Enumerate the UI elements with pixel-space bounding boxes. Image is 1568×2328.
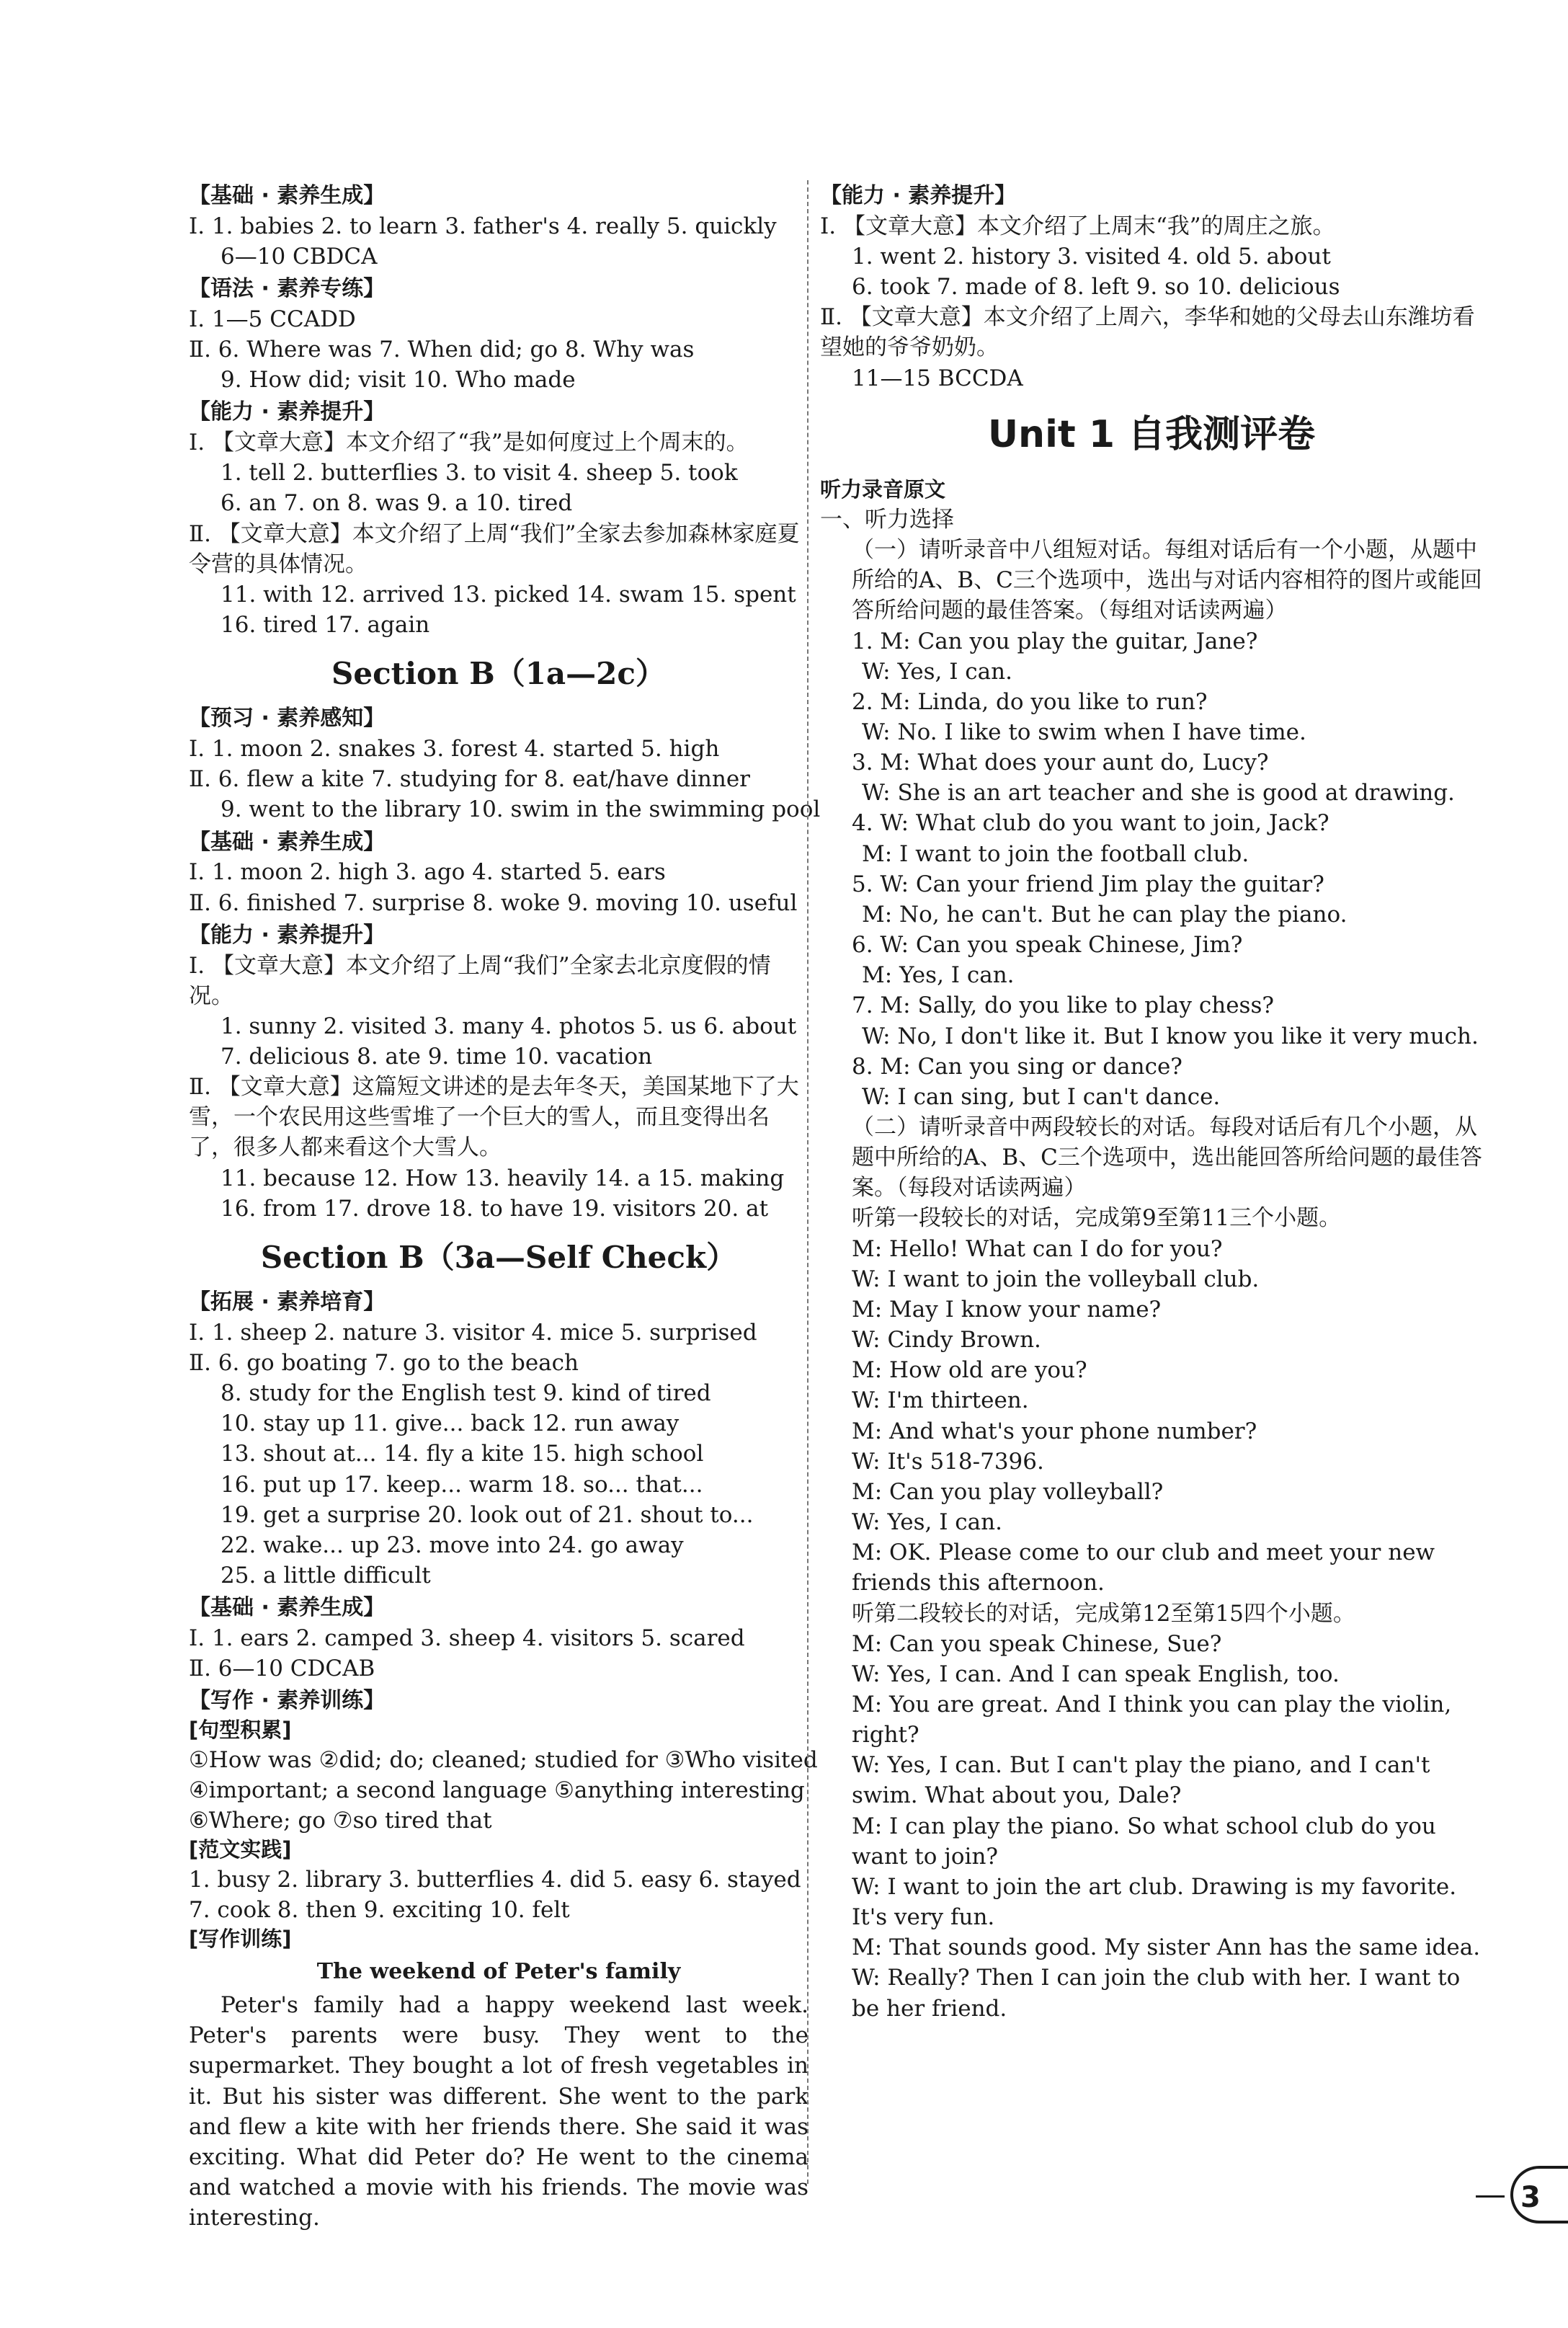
answer-line: W: No. I like to swim when I have time. [862, 719, 1306, 745]
answer-line: Ⅰ. 1. sheep 2. nature 3. visitor 4. mice 5. surprised [189, 1319, 757, 1346]
answer-line: Ⅰ. 【文章大意】本文介绍了“我”是如何度过上个周末的。 [189, 430, 749, 456]
answer-line: M: Can you play volleyball? [852, 1478, 1164, 1505]
left-column [189, 179, 821, 2233]
subsection-label: 听力录音原文 [820, 477, 946, 502]
answer-line: Ⅱ. 6. finished 7. surprise 8. woke 9. moving 10. useful [189, 889, 798, 916]
answer-line: W: Yes, I can. [862, 658, 1012, 685]
section-tag: 【拓展 · 素养培育】 [189, 1289, 386, 1315]
answer-line: M: Yes, I can. [862, 962, 1015, 989]
answer-line: W: It's 518-7396. [852, 1448, 1044, 1475]
answer-line: Ⅰ. 1. ears 2. camped 3. sheep 4. visitors 5. scared [189, 1625, 745, 1652]
section-tag: 【基础 · 素养生成】 [189, 1595, 386, 1621]
answer-line: M: May I know your name? [852, 1296, 1162, 1323]
answer-line: W: Cindy Brown. [852, 1327, 1041, 1354]
answer-line: 16. from 17. drove 18. to have 19. visitors 20. at [220, 1195, 769, 1222]
section-tag: 【预习 · 素养感知】 [189, 706, 386, 732]
answer-line: M: How old are you? [852, 1357, 1087, 1384]
column-divider [807, 180, 808, 2184]
answer-line: 听第二段较长的对话，完成第12至第15四个小题。 [852, 1600, 1355, 1627]
section-tag: 【语法 · 素养专练】 [189, 276, 386, 302]
section-tag: 【能力 · 素养提升】 [820, 183, 1017, 208]
answer-paragraph: Ⅱ. 【文章大意】本文介绍了上周六，李华和她的父母去山东潍坊看望她的爷爷奶奶。 [820, 304, 1475, 361]
answer-line: 16. put up 17. keep... warm 18. so... that... [220, 1471, 703, 1498]
answer-line: 1. M: Can you play the guitar, Jane? [852, 628, 1258, 654]
answer-line: W: I'm thirteen. [852, 1387, 1029, 1414]
section-tag: 【能力 · 素养提升】 [189, 399, 386, 425]
answer-line: 1. busy 2. library 3. butterflies 4. did 5. easy 6. stayed [189, 1866, 801, 1893]
answer-line: 2. M: Linda, do you like to run? [852, 688, 1208, 715]
answer-paragraph: Ⅱ. 【文章大意】这篇短文讲述的是去年冬天，美国某地下了大雪，一个农民用这些雪堆了一个巨大的雪人，而且变得出名了，很多人都来看这个大雪人。 [189, 1074, 799, 1161]
answer-paragraph: M: I can play the piano. So what school club do you want to join? [852, 1813, 1436, 1870]
subsection-label: [句型积累] [189, 1718, 292, 1743]
answer-line: Ⅰ. 1—5 CCADD [189, 306, 356, 332]
unit-heading: Unit 1 自我测评卷 [987, 412, 1316, 456]
answer-line: ⑥Where; go ⑦so tired that [189, 1807, 492, 1834]
section-tag: 【基础 · 素养生成】 [189, 183, 386, 208]
right-column [820, 179, 1483, 2024]
section-tag: 【能力 · 素养提升】 [189, 922, 386, 948]
answer-line: 6. took 7. made of 8. left 9. so 10. delicious [852, 274, 1340, 301]
essay-paragraph: Peter's family had a happy weekend last week. Peter's parents were busy. They went to the supermarket. They bought a lot of fresh vegetables in it. But his sister was different. She went to the park and flew a kite with her friends there. She said it was exciting. What did Peter do? He went to the cinema and watched a movie with his friends. The movie was interesting. [189, 1992, 808, 2231]
answer-line: 11—15 BCCDA [852, 365, 1023, 391]
answer-line: 10. stay up 11. give... back 12. run away [220, 1410, 680, 1437]
answer-line: Ⅰ. 1. moon 2. snakes 3. forest 4. started 5. high [189, 736, 720, 763]
answer-line: 1. went 2. history 3. visited 4. old 5. about [852, 243, 1331, 270]
answer-line: 7. M: Sally, do you like to play chess? [852, 992, 1274, 1019]
answer-line: 19. get a surprise 20. look out of 21. shout to... [220, 1501, 754, 1528]
answer-line: 8. study for the English test 9. kind of tired [220, 1380, 711, 1407]
answer-line: M: And what's your phone number? [852, 1418, 1257, 1444]
answer-paragraph: Ⅱ. 【文章大意】本文介绍了上周“我们”全家去参加森林家庭夏令营的具体情况。 [189, 520, 800, 577]
answer-paragraph: W: I want to join the art club. Drawing is my favorite. It's very fun. [852, 1873, 1457, 1931]
section-heading: Section B（1a—2c） [331, 656, 666, 692]
answer-line: 6—10 CBDCA [220, 243, 378, 270]
subsection-label: [写作训练] [189, 1926, 292, 1951]
answer-line: ①How was ②did; do; cleaned; studied for ③Who visited [189, 1746, 818, 1773]
answer-line: Ⅱ. 6—10 CDCAB [189, 1656, 375, 1682]
answer-paragraph: （一）请听录音中八组短对话。每组对话后有一个小题，从题中所给的A、B、C三个选项中，选出与对话内容相符的图片或能回答所给问题的最佳答案。（每组对话读两遍） [852, 537, 1482, 624]
answer-line: 一、听力选择 [820, 506, 954, 533]
answer-line: 7. cook 8. then 9. exciting 10. felt [189, 1896, 570, 1923]
answer-line: W: I can sing, but I can't dance. [862, 1083, 1221, 1110]
answer-line: Ⅰ. 【文章大意】本文介绍了上周末“我”的周庄之旅。 [820, 213, 1335, 239]
answer-line: 9. How did; visit 10. Who made [220, 367, 576, 394]
answer-line: 13. shout at... 14. fly a kite 15. high school [220, 1441, 704, 1467]
answer-line: W: Yes, I can. And I can speak English, too. [852, 1661, 1340, 1687]
answer-line: W: She is an art teacher and she is good at drawing. [862, 780, 1455, 807]
section-tag: 【写作 · 素养训练】 [189, 1688, 386, 1714]
answer-line: Ⅱ. 6. Where was 7. When did; go 8. Why was [189, 337, 695, 363]
answer-line: Ⅰ. 1. moon 2. high 3. ago 4. started 5. ears [189, 859, 666, 886]
answer-line: 9. went to the library 10. swim in the swimming pool [220, 796, 821, 823]
answer-line: 4. W: What club do you want to join, Jack? [852, 810, 1329, 837]
answer-line: 6. W: Can you speak Chinese, Jim? [852, 932, 1243, 959]
answer-line: 11. with 12. arrived 13. picked 14. swam 15. spent [220, 581, 796, 608]
answer-line: 1. sunny 2. visited 3. many 4. photos 5. us 6. about [220, 1013, 797, 1039]
answer-line: 22. wake... up 23. move into 24. go away [220, 1532, 684, 1558]
answer-paragraph: M: You are great. And I think you can play the violin, right? [852, 1691, 1452, 1749]
answer-line: ④important; a second language ⑤anything interesting [189, 1777, 805, 1803]
answer-line: 1. tell 2. butterflies 3. to visit 4. sheep 5. took [220, 460, 738, 487]
page-number-dash [1476, 2195, 1505, 2198]
section-heading: Section B（3a—Self Check） [260, 1239, 737, 1275]
essay-title: The weekend of Peter's family [316, 1959, 681, 1985]
answer-paragraph: W: Yes, I can. But I can't play the piano, and I can't swim. What about you, Dale? [852, 1752, 1430, 1809]
answer-line: W: I want to join the volleyball club. [852, 1266, 1260, 1292]
answer-line: M: I want to join the football club. [862, 840, 1250, 867]
answer-line: 3. M: What does your aunt do, Lucy? [852, 750, 1269, 776]
answer-line: M: Hello! What can I do for you? [852, 1235, 1223, 1262]
answer-line: 听第一段较长的对话，完成第9至第11三个小题。 [852, 1205, 1342, 1232]
answer-paragraph: Ⅰ. 【文章大意】本文介绍了上周“我们”全家去北京度假的情况。 [189, 952, 771, 1009]
answer-line: 16. tired 17. again [220, 612, 430, 639]
answer-paragraph: （二）请听录音中两段较长的对话。每段对话后有几个小题，从题中所给的A、B、C三个选项中，选出能回答所给问题的最佳答案。（每段对话读两遍） [852, 1114, 1482, 1201]
page-number: 3 [1510, 2166, 1568, 2223]
answer-line: 11. because 12. How 13. heavily 14. a 15. making [220, 1165, 785, 1191]
answer-line: M: Can you speak Chinese, Sue? [852, 1630, 1222, 1657]
answer-line: 8. M: Can you sing or dance? [852, 1053, 1182, 1080]
answer-line: W: Yes, I can. [852, 1509, 1002, 1536]
answer-paragraph: M: OK. Please come to our club and meet your new friends this afternoon. [852, 1540, 1435, 1596]
answer-paragraph: W: No, I don't like it. But I know you like it very much. [862, 1023, 1479, 1049]
answer-line: 25. a little difficult [220, 1563, 431, 1589]
answer-line: Ⅱ. 6. go boating 7. go to the beach [189, 1350, 579, 1377]
answer-line: 5. W: Can your friend Jim play the guitar? [852, 871, 1324, 897]
answer-line: M: That sounds good. My sister Ann has the same idea. [852, 1934, 1481, 1961]
answer-line: 6. an 7. on 8. was 9. a 10. tired [220, 490, 573, 517]
subsection-label: [范文实践] [189, 1837, 292, 1862]
answer-line: Ⅰ. 1. babies 2. to learn 3. father's 4. really 5. quickly [189, 213, 777, 239]
answer-line: Ⅱ. 6. flew a kite 7. studying for 8. eat/have dinner [189, 766, 750, 793]
answer-paragraph: W: Really? Then I can join the club with her. I want to be her friend. [852, 1965, 1461, 2022]
answer-line: M: No, he can't. But he can play the piano. [862, 901, 1348, 928]
section-tag: 【基础 · 素养生成】 [189, 829, 386, 855]
answer-line: 7. delicious 8. ate 9. time 10. vacation [220, 1044, 653, 1070]
